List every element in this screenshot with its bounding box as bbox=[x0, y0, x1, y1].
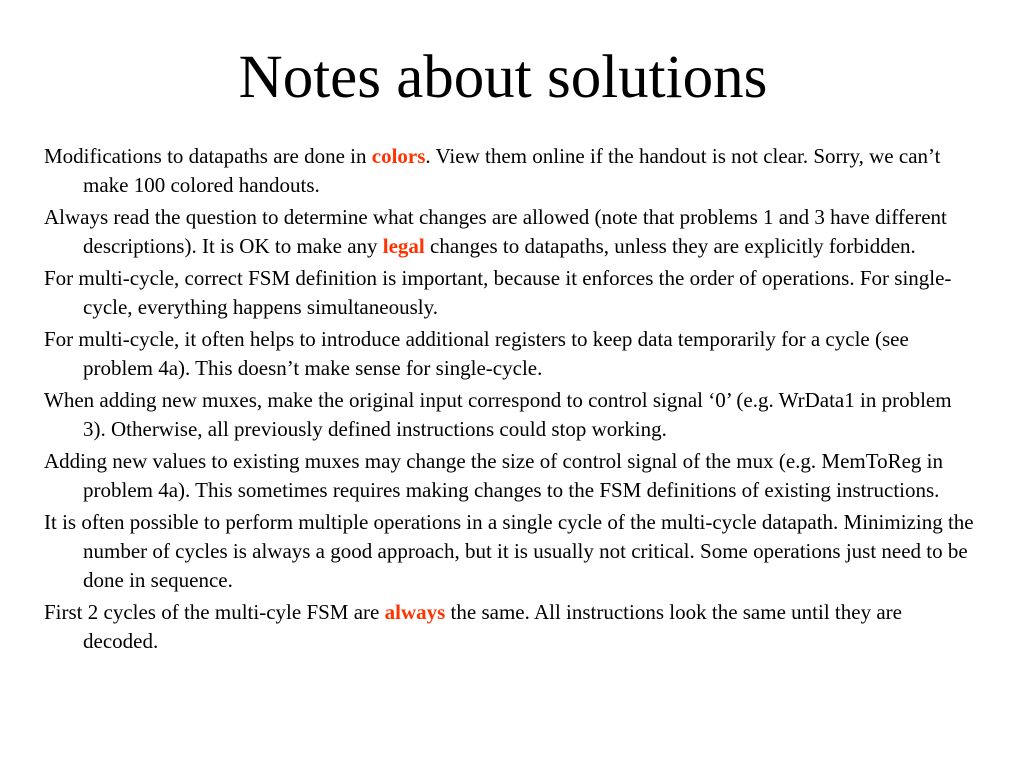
bullet-item-mux-values: Adding new values to existing muxes may change the size of control signal of the mux (e.g. MemToReg in problem 4a). This sometimes requires making changes to the FSM definitions of existing instructions. bbox=[44, 449, 944, 502]
bullet-item-multiple-operations: It is often possible to perform multiple operations in a single cycle of the multi-cycle datapath. Minimizing the number of cycles is always a good approach, but it is usually not critical. Some operations just need to be done in sequence. bbox=[44, 510, 974, 592]
bullet-text: Modifications to datapaths are done in bbox=[44, 144, 372, 168]
highlight-word: legal bbox=[382, 234, 425, 258]
bullet-text: Always read the question to determine what changes are allowed (note that problems 1 and 3 have different descriptions). It is OK to make any bbox=[44, 205, 947, 258]
bullet-item-always bbox=[44, 598, 974, 656]
bullet-item-colors bbox=[44, 142, 974, 200]
highlight-word: always bbox=[384, 600, 446, 624]
bullet-item-fsm-definition: For multi-cycle, correct FSM definition is important, because it enforces the order of operations. For single-cycle, everything happens simultaneously. bbox=[44, 266, 952, 319]
bullet-text: . View them online if the handout is not clear. Sorry, we can’t make 100 colored handouts. bbox=[83, 144, 941, 197]
bullet-text: First 2 cycles of the multi-cyle FSM are bbox=[44, 600, 385, 624]
bullet-item-legal bbox=[44, 203, 974, 261]
bullet-text: changes to datapaths, unless they are explicitly forbidden. bbox=[424, 234, 916, 258]
highlight-word: colors bbox=[371, 144, 426, 168]
bullet-text: the same. All instructions look the same until they are decoded. bbox=[83, 600, 902, 653]
slide-title: Notes about solutions bbox=[238, 44, 768, 111]
bullet-item-new-muxes: When adding new muxes, make the original input correspond to control signal ‘0’ (e.g. WrData1 in problem 3). Otherwise, all previously defined instructions could stop working. bbox=[44, 388, 952, 441]
bullet-list bbox=[44, 142, 974, 659]
bullet-item-registers: For multi-cycle, it often helps to introduce additional registers to keep data temporarily for a cycle (see problem 4a). This doesn’t make sense for single-cycle. bbox=[44, 327, 909, 380]
